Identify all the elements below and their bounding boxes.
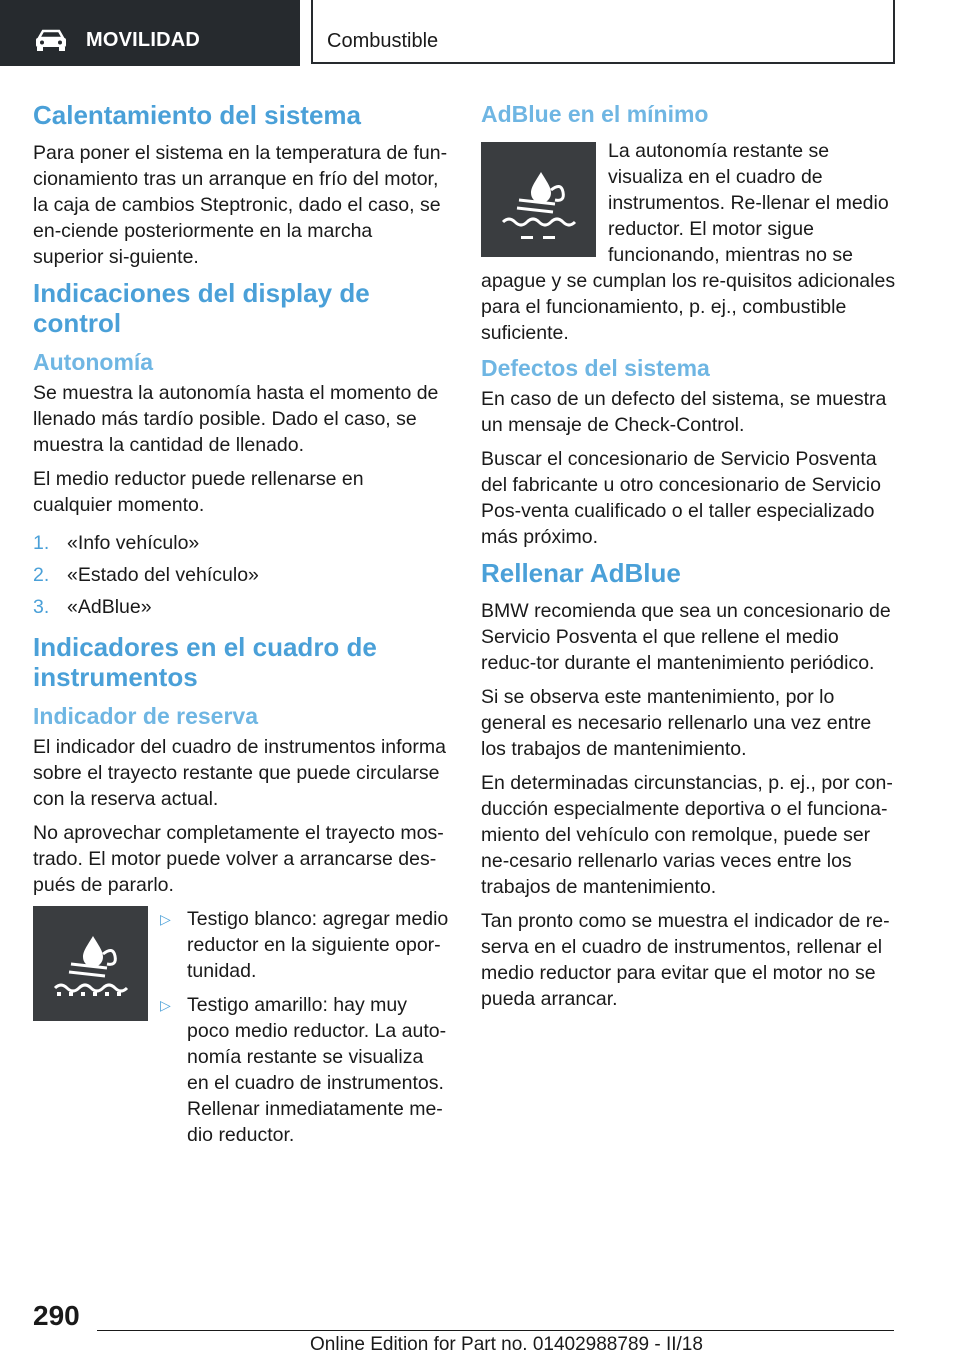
heading-range: Autonomía [33,349,154,375]
list-item [33,530,448,556]
paragraph-refill-3: En determinadas circunstancias, p. ej., por con-ducción especialmente deportiva o el funciona-miento del vehículo con remolque, puede ser ne-cesario rellenarlo varias veces entre los trabajos de mantenimiento. [481,772,893,898]
step-number: 2. [33,564,50,586]
step-text: «Estado del vehículo» [67,564,259,586]
reserve-indicator-block [33,906,448,1146]
heading-refill: Rellenar AdBlue [481,558,681,588]
chapter-title: Combustible [327,30,439,52]
right-column [481,100,897,1020]
heading-cluster: Indicadores en el cuadro de instrumentos [33,632,377,692]
chapter-tab [311,0,895,64]
paragraph-refill-4: Tan pronto como se muestra el indicador de re-serva en el cuadro de instrumentos, rellenar el medio reductor para evitar que el motor no se pueda arrancar. [481,910,890,1010]
step-text: «AdBlue» [67,596,152,618]
section-title: MOVILIDAD [86,29,201,51]
heading-warmup: Calentamiento del sistema [33,100,361,130]
paragraph-adblue-min: La autonomía restante se visualiza en el cuadro de instrumentos. Re-llenar el medio reductor. El motor sigue funcionando, mientras no se apague y se cumplan los re-quisitos adicionales para el funcionamiento, p. ej., combustible suficiente. [481,140,896,344]
list-item [33,562,448,588]
car-icon [34,28,68,52]
steps-list [33,530,448,620]
bullet-text: Testigo amarillo: hay muy poco medio reductor. La auto-nomía restante se visualiza en el cuadro de instrumentos. Rellenar inmediatamente me-dio reductor. [187,994,447,1146]
step-number: 1. [33,532,50,554]
adblue-warning-icon [33,906,148,1021]
bullet-text: Testigo blanco: agregar medio reductor en la siguiente opor-tunidad. [187,908,449,982]
adblue-min-icon [481,142,596,257]
paragraph-defects-1: En caso de un defecto del sistema, se muestra un mensaje de Check-Control. [481,388,887,436]
paragraph-refill-2: Si se observa este mantenimiento, por lo general es necesario rellenarlo una vez entre los trabajos de mantenimiento. [481,686,872,760]
list-item [160,906,450,984]
paragraph-reserve-2: No aprovechar completamente el trayecto mos-trado. El motor puede volver a arrancarse des-pués de pararlo. [33,822,444,896]
step-text: «Info vehículo» [67,532,200,554]
step-number: 3. [33,596,50,618]
footer-divider [97,1330,894,1331]
page-number: 290 [33,1300,80,1331]
left-column [33,100,448,1146]
paragraph-range-2: El medio reductor puede rellenarse en cualquier momento. [33,468,364,516]
triangle-bullet-icon: ▷ [160,911,171,927]
heading-defects: Defectos del sistema [481,355,710,381]
triangle-bullet-icon: ▷ [160,997,171,1013]
page-header [0,0,960,66]
footer-edition: Online Edition for Part no. 01402988789 - II/18 [310,1334,703,1355]
section-tab [0,0,300,66]
reserve-bullets [160,906,450,1156]
paragraph-reserve-1: El indicador del cuadro de instrumentos informa sobre el trayecto restante que puede circularse con la reserva actual. [33,736,446,810]
paragraph-refill-1: BMW recomienda que sea un concesionario de Servicio Posventa el que rellene el medio reduc-tor durante el mantenimiento periódico. [481,600,891,674]
list-item [160,992,450,1148]
list-item [33,594,448,620]
paragraph-defects-2: Buscar el concesionario de Servicio Posventa del fabricante u otro concesionario de Servicio Pos-venta cualificado o el taller especializado más próximo. [481,448,881,548]
heading-adblue-min: AdBlue en el mínimo [481,101,709,127]
paragraph-range-1: Se muestra la autonomía hasta el momento de llenado más tardío posible. Dado el caso, se muestra la cantidad de llenado. [33,382,439,456]
heading-display: Indicaciones del display de control [33,278,370,338]
paragraph-warmup: Para poner el sistema en la temperatura de fun-cionamiento tras un arranque en frío del motor, la caja de cambios Steptronic, dado el caso, se en-ciende posteriormente en la marcha superior si-guiente. [33,142,448,268]
heading-reserve: Indicador de reserva [33,703,258,729]
